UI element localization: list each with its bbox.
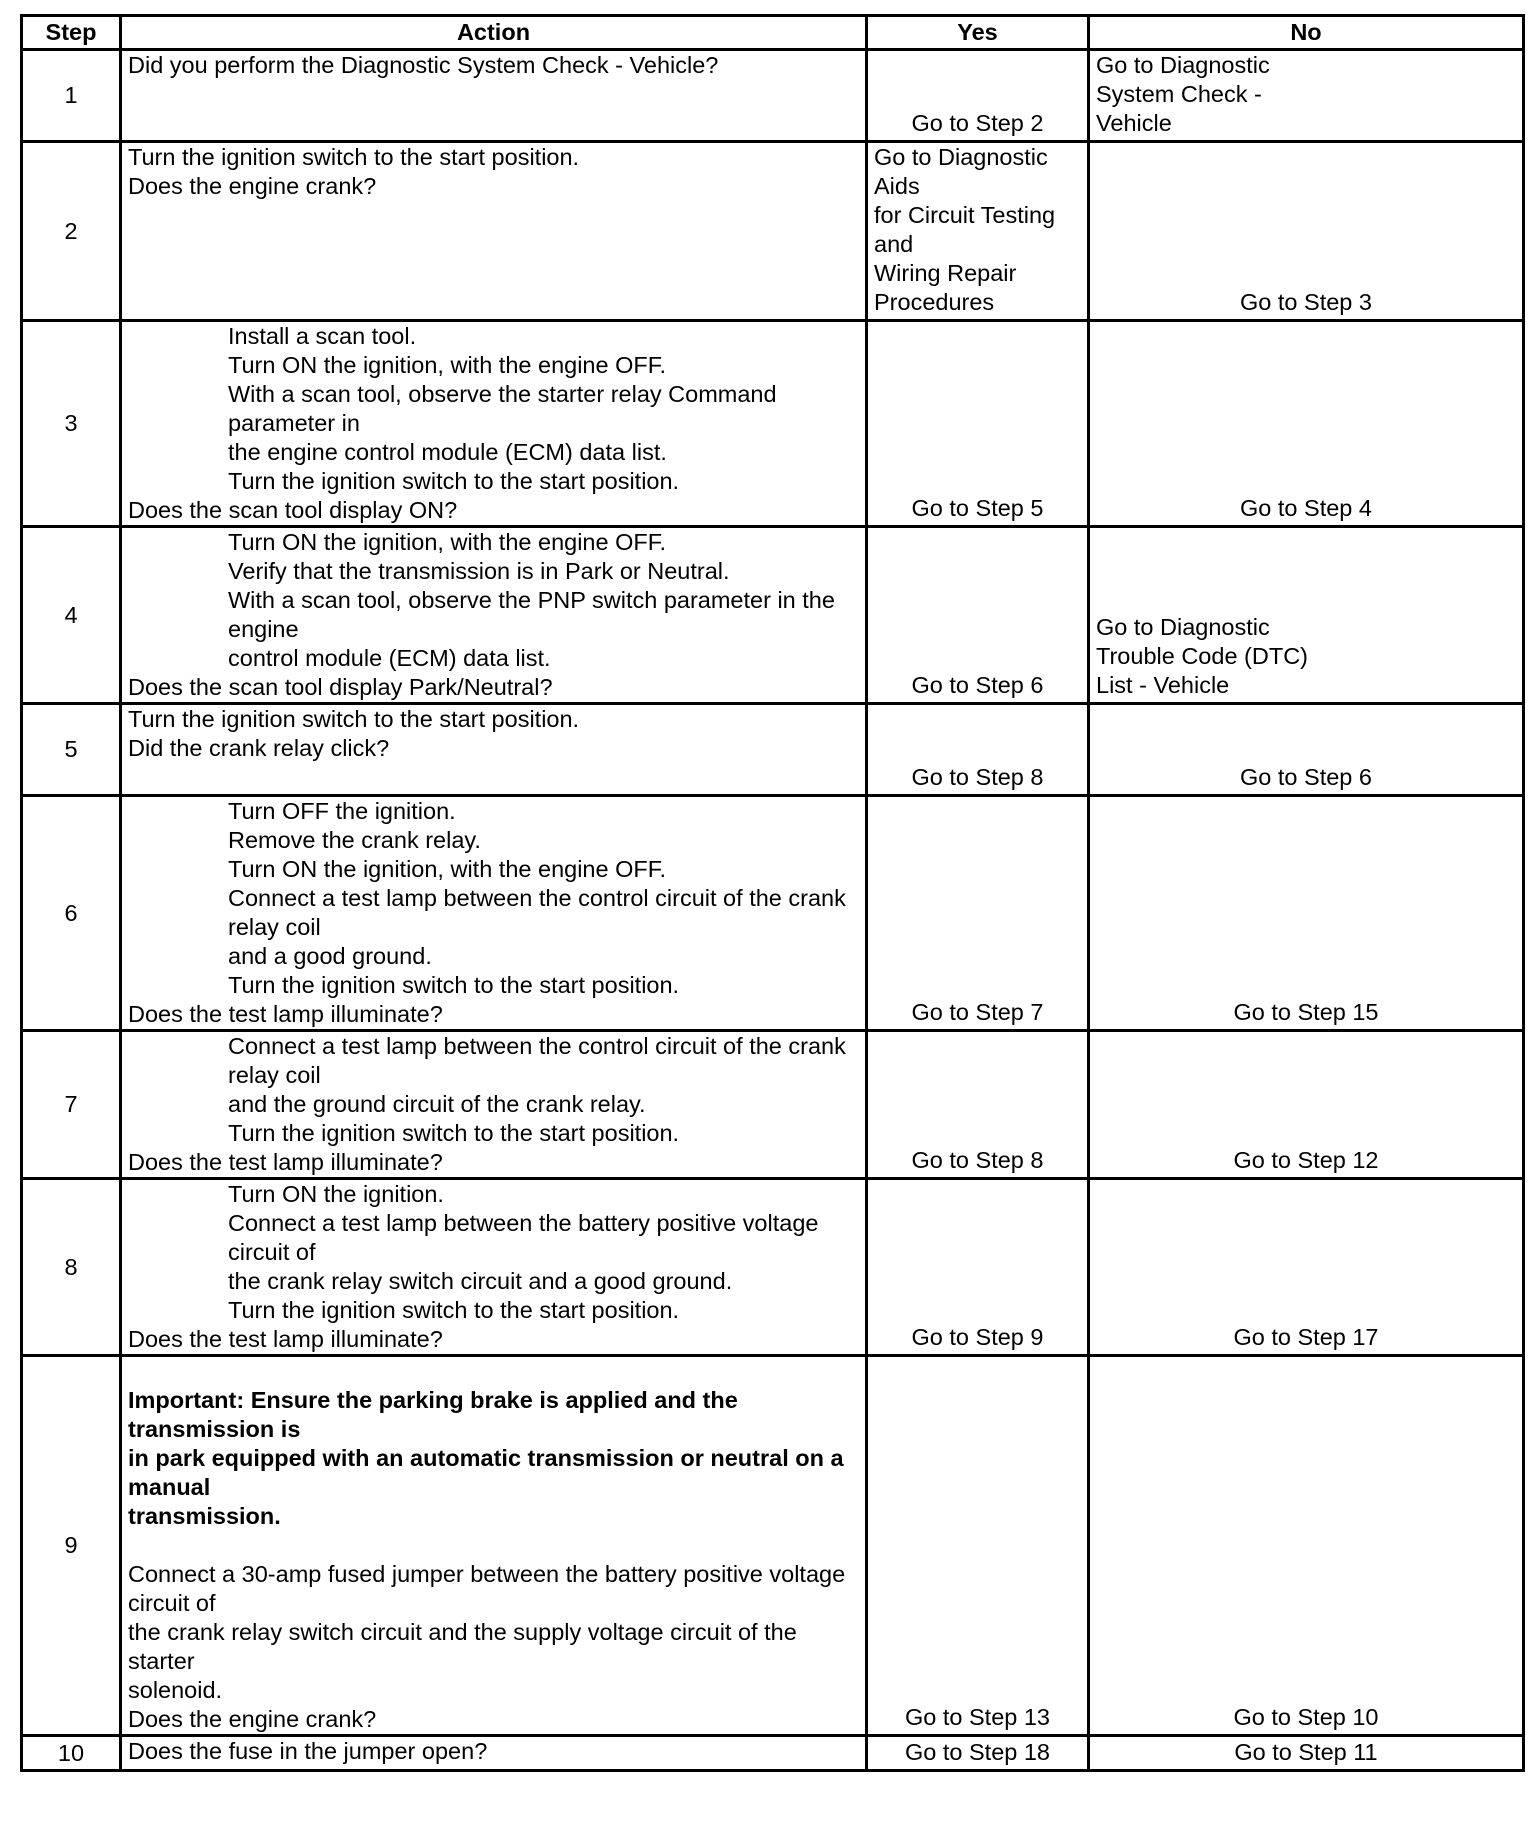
no-content bbox=[1090, 998, 1522, 1029]
action-cell bbox=[121, 796, 867, 1031]
action-instructions bbox=[128, 528, 859, 673]
action-instructions bbox=[128, 143, 859, 172]
action-content bbox=[122, 797, 865, 1029]
action-question: Does the fuse in the jumper open? bbox=[128, 1738, 488, 1764]
action-instructions bbox=[128, 1180, 859, 1325]
no-content bbox=[1090, 1703, 1522, 1734]
table-row bbox=[22, 50, 1524, 142]
instruction-line: Remove the crank relay. bbox=[228, 827, 481, 853]
table-row bbox=[22, 1031, 1524, 1179]
action-cell bbox=[121, 142, 867, 321]
table-row bbox=[22, 1179, 1524, 1356]
step-number: 8 bbox=[22, 1179, 121, 1356]
instruction-line: Connect a test lamp between the control circuit of the crank relay coil bbox=[228, 1033, 846, 1088]
instruction-line: Turn the ignition switch to the start position. bbox=[128, 144, 580, 170]
action-cell bbox=[121, 527, 867, 704]
instruction-line: Turn the ignition switch to the start position. bbox=[128, 706, 580, 732]
yes-content bbox=[868, 1146, 1087, 1177]
no-text-line: Trouble Code (DTC) bbox=[1096, 643, 1308, 669]
action-question: Does the engine crank? bbox=[128, 1706, 377, 1732]
yes-result bbox=[867, 796, 1089, 1031]
action-question: Did the crank relay click? bbox=[128, 735, 390, 761]
no-text-line: Go to Diagnostic bbox=[1096, 52, 1270, 78]
spacer-line bbox=[128, 1531, 859, 1560]
no-text-line: List - Vehicle bbox=[1096, 672, 1230, 698]
header-yes: Yes bbox=[867, 16, 1089, 50]
action-question: Does the engine crank? bbox=[128, 173, 377, 199]
yes-text-line: Go to Step 18 bbox=[904, 1739, 1051, 1765]
yes-result bbox=[867, 527, 1089, 704]
yes-text-line: Go to Diagnostic Aids bbox=[874, 144, 1048, 199]
action-content bbox=[122, 322, 865, 525]
action-instructions bbox=[128, 797, 859, 1000]
action-content bbox=[122, 1032, 865, 1177]
step-number: 2 bbox=[22, 142, 121, 321]
action-content bbox=[122, 528, 865, 702]
yes-text-line: Wiring Repair bbox=[874, 260, 1017, 286]
yes-text-line: Go to Step 8 bbox=[911, 764, 1044, 790]
important-note-line: in park equipped with an automatic transmission or neutral on a manual bbox=[128, 1445, 844, 1500]
yes-text-line: Go to Step 7 bbox=[911, 999, 1044, 1025]
action-instructions bbox=[128, 705, 859, 734]
no-result bbox=[1089, 1031, 1524, 1179]
yes-content bbox=[868, 109, 1087, 140]
instruction-line: Connect a 30-amp fused jumper between the battery positive voltage circuit of bbox=[128, 1561, 846, 1616]
no-text-line: Go to Step 4 bbox=[1240, 495, 1372, 521]
yes-text-line: Go to Step 5 bbox=[911, 495, 1044, 521]
no-result bbox=[1089, 527, 1524, 704]
important-note-line: transmission. bbox=[128, 1503, 281, 1529]
action-content bbox=[122, 143, 865, 201]
no-text-line: Go to Step 10 bbox=[1233, 1704, 1379, 1730]
action-cell bbox=[121, 321, 867, 527]
step-number: 9 bbox=[22, 1356, 121, 1736]
instruction-line: and a good ground. bbox=[228, 943, 432, 969]
table-row bbox=[22, 321, 1524, 527]
no-text-line: Go to Step 6 bbox=[1240, 764, 1372, 790]
action-cell bbox=[121, 1031, 867, 1179]
no-text-line: Go to Step 11 bbox=[1234, 1739, 1378, 1765]
action-content bbox=[122, 705, 865, 763]
yes-text-line: Go to Step 8 bbox=[911, 1147, 1044, 1173]
table-row bbox=[22, 142, 1524, 321]
no-result bbox=[1089, 321, 1524, 527]
spacer-line bbox=[128, 1357, 859, 1386]
instruction-line: Turn ON the ignition, with the engine OFF. bbox=[228, 529, 667, 555]
step-number: 4 bbox=[22, 527, 121, 704]
instruction-line: Connect a test lamp between the control circuit of the crank relay coil bbox=[228, 885, 846, 940]
action-content bbox=[122, 1357, 865, 1734]
yes-text-line: Go to Step 2 bbox=[911, 110, 1044, 136]
no-content bbox=[1090, 494, 1522, 525]
no-text-line: Go to Step 3 bbox=[1240, 289, 1372, 315]
yes-content bbox=[868, 143, 1087, 319]
yes-text-line: for Circuit Testing and bbox=[874, 202, 1056, 257]
no-content bbox=[1090, 1738, 1522, 1769]
action-question: Does the scan tool display Park/Neutral? bbox=[128, 674, 553, 700]
instruction-line: With a scan tool, observe the PNP switch parameter in the engine bbox=[228, 587, 835, 642]
no-content bbox=[1090, 613, 1522, 702]
step-number: 1 bbox=[22, 50, 121, 142]
no-result bbox=[1089, 1179, 1524, 1356]
no-result bbox=[1089, 1356, 1524, 1736]
step-number: 3 bbox=[22, 321, 121, 527]
yes-result bbox=[867, 50, 1089, 142]
step-number: 5 bbox=[22, 704, 121, 796]
no-text-line: Go to Step 17 bbox=[1233, 1324, 1379, 1350]
no-text-line: System Check - bbox=[1096, 81, 1262, 107]
important-note-line: Important: Ensure the parking brake is applied and the transmission is bbox=[128, 1387, 738, 1442]
no-result bbox=[1089, 50, 1524, 142]
header-no: No bbox=[1089, 16, 1524, 50]
step-number: 10 bbox=[22, 1736, 121, 1771]
table-row bbox=[22, 527, 1524, 704]
step-number: 7 bbox=[22, 1031, 121, 1179]
instruction-line: Turn OFF the ignition. bbox=[228, 798, 456, 824]
no-result bbox=[1089, 704, 1524, 796]
step-number: 6 bbox=[22, 796, 121, 1031]
no-result bbox=[1089, 1736, 1524, 1771]
no-content bbox=[1090, 51, 1522, 140]
no-result bbox=[1089, 796, 1524, 1031]
yes-content bbox=[868, 763, 1087, 794]
instruction-line: Turn the ignition switch to the start position. bbox=[228, 972, 680, 998]
action-question: Does the test lamp illuminate? bbox=[128, 1001, 443, 1027]
no-content bbox=[1090, 1323, 1522, 1354]
no-content bbox=[1090, 763, 1522, 794]
instruction-line: Turn ON the ignition, with the engine OFF. bbox=[228, 856, 667, 882]
diagnostic-table bbox=[20, 14, 1525, 1772]
yes-result bbox=[867, 1031, 1089, 1179]
yes-content bbox=[868, 1738, 1087, 1769]
action-question: Did you perform the Diagnostic System Check - Vehicle? bbox=[128, 52, 719, 78]
action-content bbox=[122, 1737, 865, 1766]
instruction-line: solenoid. bbox=[128, 1677, 223, 1703]
no-result bbox=[1089, 142, 1524, 321]
action-question: Does the scan tool display ON? bbox=[128, 497, 458, 523]
action-instructions bbox=[128, 1032, 859, 1148]
action-content bbox=[122, 1180, 865, 1354]
instruction-line: Turn the ignition switch to the start position. bbox=[228, 468, 680, 494]
instruction-line: the engine control module (ECM) data list. bbox=[228, 439, 667, 465]
action-cell bbox=[121, 1736, 867, 1771]
instruction-line: the crank relay switch circuit and the supply voltage circuit of the starter bbox=[128, 1619, 797, 1674]
action-instructions bbox=[128, 322, 859, 496]
table-row bbox=[22, 796, 1524, 1031]
instruction-line: With a scan tool, observe the starter relay Command parameter in bbox=[228, 381, 777, 436]
action-cell bbox=[121, 50, 867, 142]
header-row bbox=[22, 16, 1524, 50]
table-row bbox=[22, 704, 1524, 796]
yes-text-line: Go to Step 9 bbox=[911, 1324, 1044, 1350]
yes-content bbox=[868, 998, 1087, 1029]
instruction-line: Verify that the transmission is in Park or Neutral. bbox=[228, 558, 730, 584]
no-text-line: Go to Step 15 bbox=[1233, 999, 1379, 1025]
action-question: Does the test lamp illuminate? bbox=[128, 1326, 443, 1352]
yes-result bbox=[867, 704, 1089, 796]
yes-content bbox=[868, 494, 1087, 525]
header-step: Step bbox=[22, 16, 121, 50]
instruction-line: Connect a test lamp between the battery positive voltage circuit of bbox=[228, 1210, 819, 1265]
yes-result bbox=[867, 1736, 1089, 1771]
yes-text-line: Procedures bbox=[874, 289, 995, 315]
action-content bbox=[122, 51, 865, 80]
instruction-line: and the ground circuit of the crank relay. bbox=[228, 1091, 646, 1117]
action-cell bbox=[121, 1356, 867, 1736]
header-action: Action bbox=[121, 16, 867, 50]
table-row bbox=[22, 1356, 1524, 1736]
table-row bbox=[22, 1736, 1524, 1771]
yes-content bbox=[868, 1323, 1087, 1354]
no-content bbox=[1090, 288, 1522, 319]
instruction-line: Turn ON the ignition. bbox=[228, 1181, 444, 1207]
no-text-line: Go to Step 12 bbox=[1233, 1147, 1379, 1173]
no-text-line: Go to Diagnostic bbox=[1096, 614, 1270, 640]
yes-text-line: Go to Step 13 bbox=[904, 1704, 1051, 1730]
yes-result bbox=[867, 1356, 1089, 1736]
yes-content bbox=[868, 1703, 1087, 1734]
yes-text-line: Go to Step 6 bbox=[911, 672, 1044, 698]
yes-result bbox=[867, 142, 1089, 321]
no-text-line: Vehicle bbox=[1096, 110, 1172, 136]
no-content bbox=[1090, 1146, 1522, 1177]
action-question: Does the test lamp illuminate? bbox=[128, 1149, 443, 1175]
instruction-line: control module (ECM) data list. bbox=[228, 645, 551, 671]
yes-result bbox=[867, 1179, 1089, 1356]
instruction-line: the crank relay switch circuit and a good ground. bbox=[228, 1268, 733, 1294]
yes-result bbox=[867, 321, 1089, 527]
action-cell bbox=[121, 1179, 867, 1356]
instruction-line: Turn ON the ignition, with the engine OFF. bbox=[228, 352, 667, 378]
yes-content bbox=[868, 671, 1087, 702]
action-cell bbox=[121, 704, 867, 796]
instruction-line: Turn the ignition switch to the start position. bbox=[228, 1297, 680, 1323]
instruction-line: Install a scan tool. bbox=[228, 323, 417, 349]
instruction-line: Turn the ignition switch to the start position. bbox=[228, 1120, 680, 1146]
action-instructions bbox=[128, 1357, 859, 1705]
